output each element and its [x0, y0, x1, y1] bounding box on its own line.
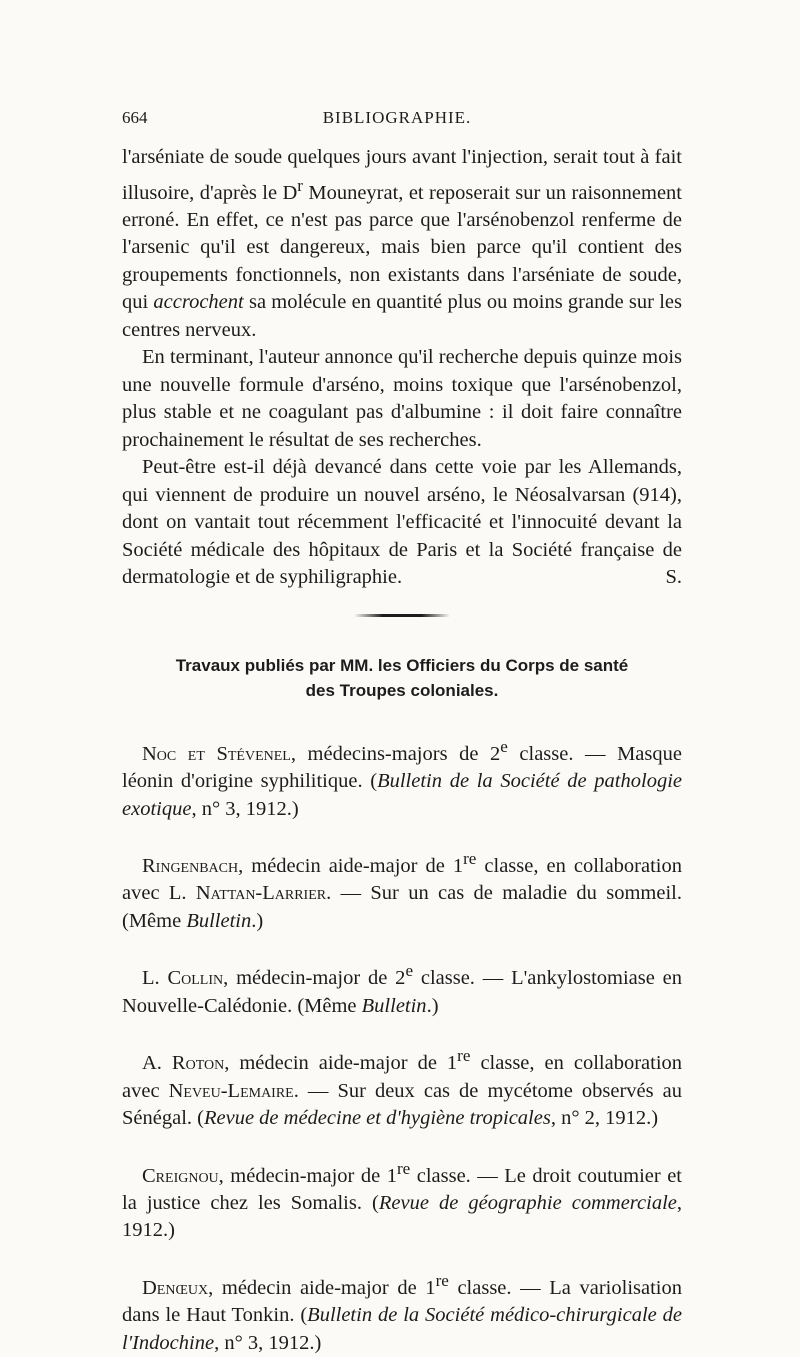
superscript: e — [500, 736, 508, 756]
entry-coauthor: Neveu-Lemaire — [168, 1079, 294, 1102]
entry-text: , médecin aide-major de 1 — [208, 1276, 436, 1299]
entry-text: . — Sur un cas de maladie du sommeil. (Même — [122, 882, 682, 932]
entry-text: , médecin-major de 1 — [218, 1164, 397, 1187]
page — [122, 108, 682, 1357]
entry-coauthor: Nattan-Larrier — [195, 882, 327, 905]
paragraph-text: Mouneyrat, et reposerait sur un raisonnement erroné. En effet, ce n'est pas parce que l'arsénobenzol renferme de l'arsenic qu'il est dangereux, mais bien parce qu'il contient des groupements fonctionnels, non existants dans l'arséniate de soude, qui — [122, 181, 682, 314]
entry-text: , médecin aide-major de 1 — [238, 854, 464, 877]
entry-text: , médecin-major de 2 — [223, 967, 406, 990]
entry-text: classe, en collaboration avec L. — [122, 854, 682, 905]
entry-author: A. Roton — [142, 1052, 225, 1075]
bibliography-entry — [122, 1267, 682, 1357]
superscript: re — [463, 849, 477, 869]
superscript: r — [297, 175, 303, 195]
superscript: e — [405, 961, 414, 981]
section-title-line: des Troupes coloniales. — [305, 680, 499, 700]
page-header — [122, 108, 682, 144]
running-title: BIBLIOGRAPHIE. — [322, 108, 472, 127]
entry-source: Bulletin — [186, 909, 252, 932]
paragraph: En terminant, l'auteur annonce qu'il recherche depuis quinze mois une nouvelle formule d'arséno, moins toxique que l'arsénobenzol, plus stable et ne coagulant pas d'albumine : il doit faire connaître prochainement le résultat de ses recherches. — [122, 346, 682, 451]
bibliography-entry — [122, 957, 682, 1020]
superscript: re — [396, 1158, 411, 1178]
section-title-line: Travaux publiés par MM. les Officiers du Corps de santé — [175, 655, 629, 675]
entry-source: Revue de géographie commerciale — [378, 1191, 677, 1214]
entry-author: Noc et Stévenel — [142, 742, 291, 765]
bibliography-list — [122, 733, 682, 1357]
entry-text: classe. — La variolisation dans le Haut Tonkin. ( — [122, 1276, 682, 1327]
entry-text: classe. — Masque léonin d'origine syphilitique. ( — [122, 742, 682, 793]
entry-source: Revue de médecine et d'hygiène tropicales — [203, 1107, 551, 1130]
entry-text: , n° 3, 1912.) — [191, 797, 299, 820]
bibliography-entry — [122, 1042, 682, 1132]
entry-text: , médecins-majors de 2 — [290, 742, 501, 765]
entry-text: classe. — L'ankylostomiase en Nouvelle-Calédonie. (Même — [122, 967, 683, 1017]
entry-text: classe. — Le droit coutumier et la justice chez les Somalis. ( — [122, 1164, 682, 1214]
bibliography-entry — [122, 733, 682, 823]
entry-source: Bulletin de la Société de pathologie exotique — [122, 770, 682, 820]
superscript: re — [457, 1046, 471, 1066]
entry-text: .) — [251, 909, 264, 932]
signature: S. — [665, 566, 682, 589]
bibliography-entry — [122, 845, 682, 935]
superscript: re — [435, 1270, 449, 1290]
entry-author: Ringenbach — [142, 854, 239, 877]
paragraph-text: sa molécule en quantité plus ou moins grande sur les centres nerveux. — [122, 291, 682, 341]
page-number: 664 — [122, 108, 148, 127]
entry-author: Creignou — [142, 1164, 219, 1187]
entry-text: , 1912.) — [122, 1191, 682, 1242]
entry-text: , médecin aide-major de 1 — [224, 1052, 458, 1075]
paragraph-text: l'arséniate de soude quelques jours avant l'injection, serait tout à fait illusoire, d'après le D — [122, 146, 682, 204]
section-divider — [354, 614, 450, 617]
review-text — [122, 144, 682, 592]
section-title — [122, 653, 682, 703]
paragraph — [122, 454, 682, 592]
paragraph-continued — [122, 144, 682, 344]
entry-text: classe, en collaboration avec — [122, 1052, 683, 1102]
entry-text: .) — [426, 994, 439, 1017]
entry-author: Denœux — [142, 1276, 209, 1299]
entry-text: , n° 3, 1912.) — [214, 1331, 322, 1354]
entry-text: , n° 2, 1912.) — [550, 1107, 659, 1130]
entry-author: L. Collin — [142, 967, 224, 990]
bibliography-entry — [122, 1155, 682, 1245]
entry-text: . — Sur deux cas de mycétome observés au Sénégal. ( — [122, 1079, 682, 1130]
entry-source: Bulletin de la Société médico-chirurgicale de l'Indochine — [122, 1304, 682, 1354]
italic-word: accrochent — [153, 291, 244, 314]
entry-source: Bulletin — [361, 994, 427, 1017]
paragraph-text: Peut-être est-il déjà devancé dans cette voie par les Allemands, qui viennent de produire un nouvel arséno, le Néosalvarsan (914), dont on vantait tout récemment l'efficacité et l'innocuité devant la Société médicale des hôpitaux de Paris et la Société française de dermatologie et de syphiligraphie. — [122, 456, 682, 589]
